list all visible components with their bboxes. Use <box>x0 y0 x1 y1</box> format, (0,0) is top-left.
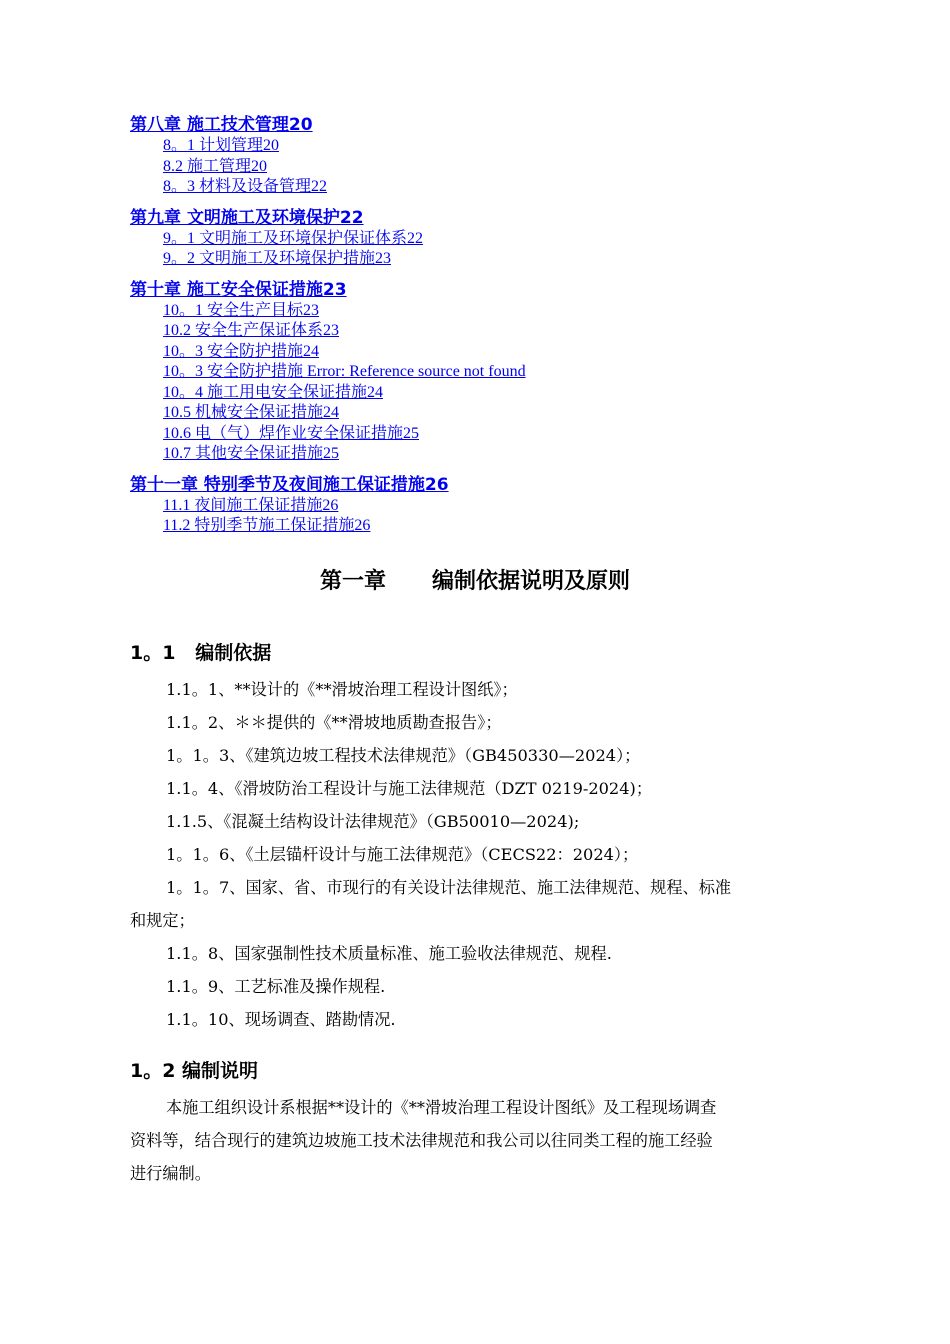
section-heading-description: 1。2 编制说明 <box>130 1060 259 1082</box>
toc-item-9-2[interactable]: 9。2 文明施工及环境保护措施23 <box>163 250 392 267</box>
basis-list <box>130 673 840 1036</box>
toc-item-8-3[interactable]: 8。3 材料及设备管理22 <box>163 178 328 195</box>
toc-item-8-2[interactable]: 8.2 施工管理20 <box>163 157 268 175</box>
toc-item-10-4[interactable]: 10。4 施工用电安全保证措施24 <box>163 383 384 401</box>
description-line: 资料等，结合现行的建筑边坡施工技术法律规范和我公司以往同类工程的施工经验 <box>130 1131 713 1150</box>
description-line: 本施工组织设计系根据**设计的《**滑坡治理工程设计图纸》及工程现场调查 <box>166 1098 717 1117</box>
toc-item-10-6[interactable]: 10.6 电（气）焊作业安全保证措施25 <box>163 424 420 442</box>
basis-item: 1。1。6、《土层锚杆设计与施工法律规范》（CECS22：2024）； <box>166 845 639 864</box>
toc-chapter-9[interactable]: 第九章 文明施工及环境保护22 <box>130 207 364 228</box>
toc-item-9-1[interactable]: 9。1 文明施工及环境保护保证体系22 <box>163 229 424 247</box>
toc-item-10-2[interactable]: 10.2 安全生产保证体系23 <box>163 322 340 339</box>
basis-item: 1。1。3、《建筑边坡工程技术法律规范》（GB450330—2024）； <box>166 746 641 765</box>
basis-item: 1.1。8、国家强制性技术质量标准、施工验收法律规范、规程. <box>166 944 612 963</box>
toc-item-10-3-error[interactable]: 10。3 安全防护措施 Error: Reference source not found <box>163 363 526 380</box>
basis-item: 1.1。10、现场调查、踏勘情况. <box>166 1010 396 1029</box>
toc-item-11-2[interactable]: 11.2 特别季节施工保证措施26 <box>163 517 371 534</box>
basis-item: 1.1。4、《滑坡防治工程设计与施工法律规范（DZT 0219-2024)； <box>166 779 653 798</box>
basis-item: 1.1.5、《混凝土结构设计法律规范》（GB50010—2024); <box>166 812 580 831</box>
basis-item: 1.1。1、**设计的《**滑坡治理工程设计图纸》； <box>166 680 518 699</box>
toc-item-10-1[interactable]: 10。1 安全生产目标23 <box>163 301 320 319</box>
toc-chapter-11[interactable]: 第十一章 特别季节及夜间施工保证措施26 <box>130 474 449 495</box>
toc-chapter-8[interactable]: 第八章 施工技术管理20 <box>130 115 313 135</box>
toc-item-10-5[interactable]: 10.5 机械安全保证措施24 <box>163 404 340 421</box>
chapter-title: 第一章 编制依据说明及原则 <box>320 569 630 594</box>
section-heading-basis: 1。1 编制依据 <box>130 642 272 664</box>
toc-item-10-7[interactable]: 10.7 其他安全保证措施25 <box>163 445 340 462</box>
table-of-contents <box>130 114 890 537</box>
description-paragraph <box>130 1091 840 1190</box>
basis-item: 1.1。2、＊＊提供的《**滑坡地质勘查报告》； <box>166 713 502 732</box>
toc-chapter-10[interactable]: 第十章 施工安全保证措施23 <box>130 279 347 300</box>
description-line: 进行编制。 <box>130 1164 211 1183</box>
toc-item-11-1[interactable]: 11.1 夜间施工保证措施26 <box>163 496 339 514</box>
basis-item: 1。1。7、国家、省、市现行的有关设计法律规范、施工法律规范、规程、标准 <box>166 878 732 897</box>
basis-item-continued: 和规定； <box>130 911 195 930</box>
toc-item-8-1[interactable]: 8。1 计划管理20 <box>163 137 280 154</box>
basis-item: 1.1。9、工艺标准及操作规程. <box>166 977 386 996</box>
toc-item-10-3[interactable]: 10。3 安全防护措施24 <box>163 342 320 360</box>
